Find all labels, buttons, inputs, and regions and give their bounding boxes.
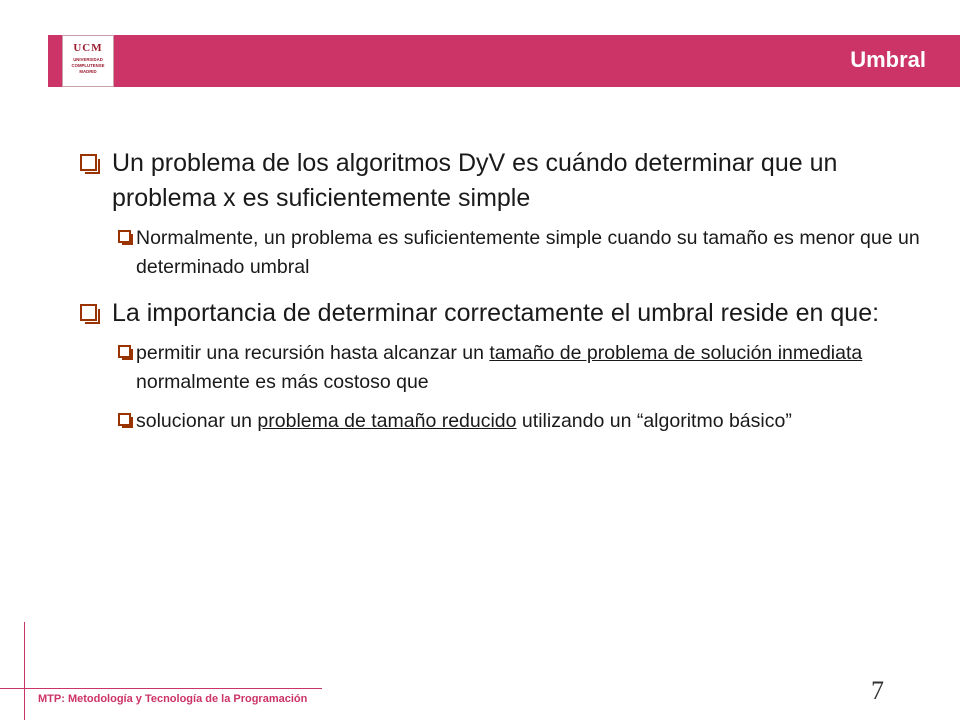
slide-title: Umbral — [850, 47, 926, 72]
footer-vertical-divider — [24, 622, 25, 720]
sub-bullet-2-2 — [60, 407, 928, 436]
footer-horizontal-divider — [0, 688, 322, 689]
ucm-logo — [62, 35, 114, 87]
sub-bullet-2-1-underlined: tamaño de problema de solución inmediata — [489, 342, 863, 364]
bullet-1 — [78, 146, 928, 216]
sub-bullet-1-1-text: Normalmente, un problema es suficientemente simple cuando su tamaño es menor que un determinado umbral — [136, 227, 920, 278]
sub-bullet-2-1 — [60, 339, 928, 397]
logo-ucm-text: UCM — [73, 42, 103, 54]
sub-bullet-2-2-before: solucionar un — [136, 410, 258, 432]
square-bullet-icon — [80, 304, 97, 321]
header-bar — [48, 35, 960, 87]
square-bullet-icon — [80, 154, 97, 171]
square-bullet-icon — [118, 230, 131, 243]
sub-bullet-2-1-before: permitir una recursión hasta alcanzar un — [136, 342, 490, 364]
page-number: 7 — [871, 676, 884, 705]
logo-line-1: UNIVERSIDAD — [73, 57, 103, 62]
logo-line-3: MADRID — [79, 69, 97, 74]
logo-line-2: COMPLUTENSE — [71, 63, 105, 68]
sub-bullet-1-1 — [60, 224, 928, 282]
bullet-2-text: La importancia de determinar correctamente el umbral reside en que: — [112, 299, 880, 327]
square-bullet-icon — [118, 413, 131, 426]
square-bullet-icon — [118, 345, 131, 358]
sub-bullet-2-1-after: normalmente es más costoso que — [136, 371, 429, 393]
footer-course-name: MTP: Metodología y Tecnología de la Programación — [38, 693, 308, 705]
slide-content — [78, 146, 928, 444]
sub-bullet-2-2-after: utilizando un “algoritmo básico” — [516, 410, 792, 432]
sub-bullet-2-2-underlined: problema de tamaño reducido — [257, 410, 517, 432]
bullet-1-text: Un problema de los algoritmos DyV es cuándo determinar que un problema x es suficientemente simple — [112, 149, 838, 212]
bullet-2 — [78, 296, 928, 331]
